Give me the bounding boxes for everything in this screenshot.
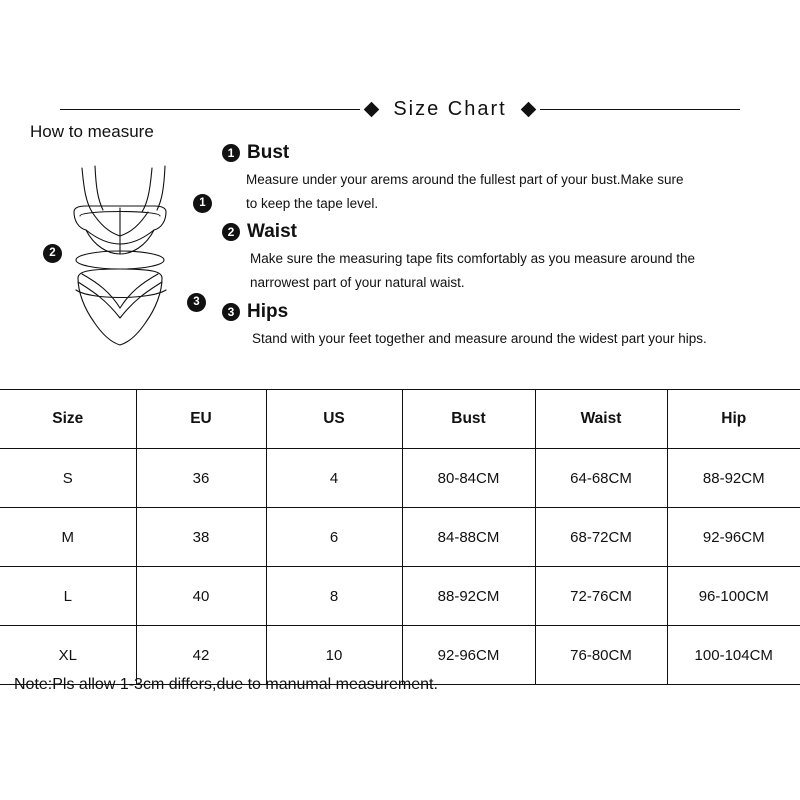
cell-size: L	[0, 567, 136, 626]
cell-us: 10	[266, 626, 402, 685]
diamond-icon-left	[364, 101, 380, 117]
column-header-waist: Waist	[535, 390, 667, 449]
page-title: Size Chart	[393, 97, 507, 120]
column-header-bust: Bust	[402, 390, 535, 449]
table-row	[0, 508, 800, 567]
cell-waist: 68-72CM	[535, 508, 667, 567]
cell-size: M	[0, 508, 136, 567]
instruction-hips-title: Hips	[247, 300, 289, 322]
column-header-us: US	[266, 390, 402, 449]
cell-hip: 92-96CM	[667, 508, 800, 567]
instruction-bust-header	[222, 142, 792, 164]
instruction-bust	[222, 142, 792, 215]
page-title-row	[0, 96, 800, 122]
instruction-waist	[222, 221, 792, 294]
cell-us: 8	[266, 567, 402, 626]
instruction-number-3: 3	[222, 303, 240, 321]
instruction-number-1: 1	[222, 144, 240, 162]
cell-eu: 40	[136, 567, 266, 626]
instruction-bust-line-2: to keep the tape level.	[246, 195, 379, 211]
column-header-size: Size	[0, 390, 136, 449]
cell-bust: 80-84CM	[402, 449, 535, 508]
diagram-marker-3: 3	[187, 293, 206, 312]
cell-eu: 38	[136, 508, 266, 567]
table-header-row	[0, 390, 800, 449]
instruction-waist-header	[222, 221, 792, 243]
instruction-bust-line-1: Measure under your arems around the fullest part of your bust.Make sure	[246, 172, 684, 187]
size-table-wrapper	[0, 389, 800, 685]
instruction-waist-title: Waist	[247, 221, 297, 243]
how-to-measure-heading: How to measure	[30, 122, 154, 141]
diamond-icon-right	[520, 101, 536, 117]
cell-eu: 36	[136, 449, 266, 508]
instruction-hips-line-1: Stand with your feet together and measure around the widest part your hips.	[252, 330, 707, 346]
instruction-hips	[222, 301, 792, 351]
instructions-list	[222, 142, 792, 356]
cell-bust: 88-92CM	[402, 567, 535, 626]
measurement-note: Note:Pls allow 1-3cm differs,due to manumal measurement.	[14, 676, 438, 693]
cell-bust: 92-96CM	[402, 626, 535, 685]
cell-bust: 84-88CM	[402, 508, 535, 567]
cell-waist: 64-68CM	[535, 449, 667, 508]
cell-hip: 96-100CM	[667, 567, 800, 626]
table-row	[0, 449, 800, 508]
cell-us: 4	[266, 449, 402, 508]
column-header-hip: Hip	[667, 390, 800, 449]
cell-size: XL	[0, 626, 136, 685]
diagram-marker-2: 2	[43, 244, 62, 263]
cell-eu: 42	[136, 626, 266, 685]
instruction-waist-line-2: narrowest part of your natural waist.	[250, 274, 465, 290]
cell-hip: 100-104CM	[667, 626, 800, 685]
title-rule-right	[540, 109, 740, 110]
instruction-hips-header	[222, 301, 792, 323]
cell-size: S	[0, 449, 136, 508]
measurement-diagram	[20, 150, 220, 360]
instruction-bust-title: Bust	[247, 142, 290, 163]
instruction-number-2: 2	[222, 223, 240, 241]
cell-waist: 72-76CM	[535, 567, 667, 626]
size-table	[0, 389, 800, 685]
cell-waist: 76-80CM	[535, 626, 667, 685]
instruction-waist-line-1: Make sure the measuring tape fits comfortably as you measure around the	[250, 251, 695, 267]
title-rule-left	[60, 109, 360, 110]
table-row	[0, 567, 800, 626]
diagram-marker-1: 1	[193, 194, 212, 213]
cell-hip: 88-92CM	[667, 449, 800, 508]
column-header-eu: EU	[136, 390, 266, 449]
cell-us: 6	[266, 508, 402, 567]
